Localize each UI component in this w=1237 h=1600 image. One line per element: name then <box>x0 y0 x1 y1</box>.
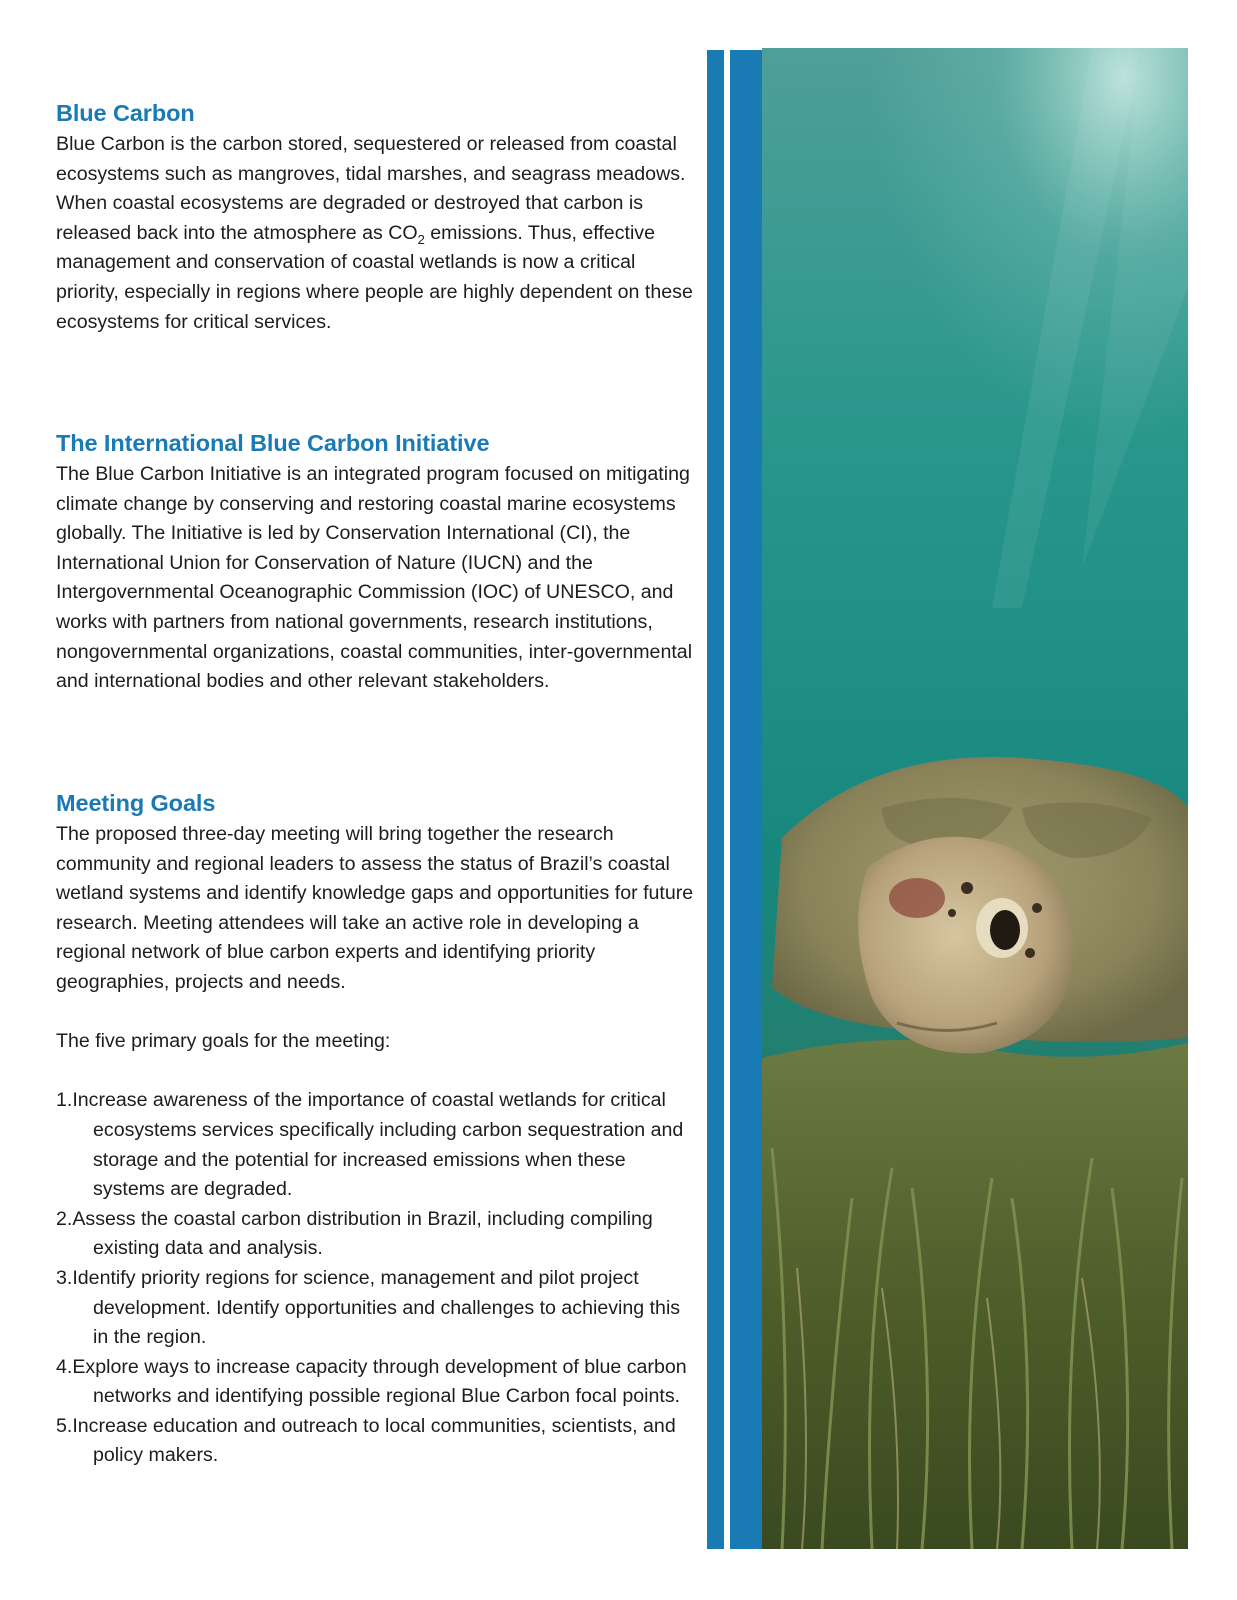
meeting-goals-intro: The proposed three-day meeting will bring together the research community and regional leaders to assess the status of Brazil’s coastal wetland systems and identify knowledge gaps and opportunities for future research. Meeting attendees will take an active role in developing a regional network of blue carbon experts and identifying priority geographies, projects and needs. <box>56 823 694 993</box>
blue-carbon-text-part2: emissions. Thus, effective management and conservation of coastal wetlands is now a critical priority, especially in regions where people are highly dependent on these ecosystems for critical services. <box>56 221 693 333</box>
blue-carbon-text-part1: Blue Carbon is the carbon stored, sequestered or released from coastal ecosystems such as mangroves, tidal marshes, and seagrass meadows. When coastal ecosystems are degraded or destroyed that carbon is released back into the atmosphere as CO <box>56 133 686 244</box>
goal-item: 4.Explore ways to increase capacity through development of blue carbon networks and identifying possible regional Blue Carbon focal points. <box>56 1355 687 1408</box>
accent-bar-thick <box>730 50 762 1549</box>
initiative-section <box>56 426 696 697</box>
meeting-goals-heading: Meeting Goals <box>56 790 216 816</box>
initiative-heading: The International Blue Carbon Initiative <box>56 430 490 456</box>
sea-turtle-photo <box>762 48 1188 1549</box>
sea-turtle-illustration <box>762 48 1188 1549</box>
goals-list <box>56 1086 696 1471</box>
blue-carbon-section <box>56 96 696 337</box>
blue-carbon-paragraph <box>56 130 696 337</box>
accent-bar-thin <box>707 50 724 1549</box>
blue-carbon-heading: Blue Carbon <box>56 100 195 126</box>
goal-item: 2.Assess the coastal carbon distribution in Brazil, including compiling existing data and analysis. <box>56 1207 653 1260</box>
goal-item: 5.Increase education and outreach to local communities, scientists, and policy makers. <box>56 1414 676 1467</box>
goal-item: 1.Increase awareness of the importance of coastal wetlands for critical ecosystems services specifically including carbon sequestration and storage and the potential for increased emissions when these systems are degraded. <box>56 1089 684 1201</box>
meeting-goals-section <box>56 786 696 1471</box>
initiative-paragraph: The Blue Carbon Initiative is an integrated program focused on mitigating climate change by conserving and restoring coastal marine ecosystems globally. The Initiative is led by Conservation International (CI), the International Union for Conservation of Nature (IUCN) and the Intergovernmental Oceanographic Commission (IOC) of UNESCO, and works with partners from national governments, research institutions, nongovernmental organizations, coastal communities, inter-governmental and international bodies and other relevant stakeholders. <box>56 463 693 693</box>
co2-subscript: 2 <box>417 231 425 247</box>
goal-item: 3.Identify priority regions for science, management and pilot project development. Identify opportunities and challenges to achieving this in the region. <box>56 1266 681 1349</box>
goals-list-intro: The five primary goals for the meeting: <box>56 1030 391 1053</box>
